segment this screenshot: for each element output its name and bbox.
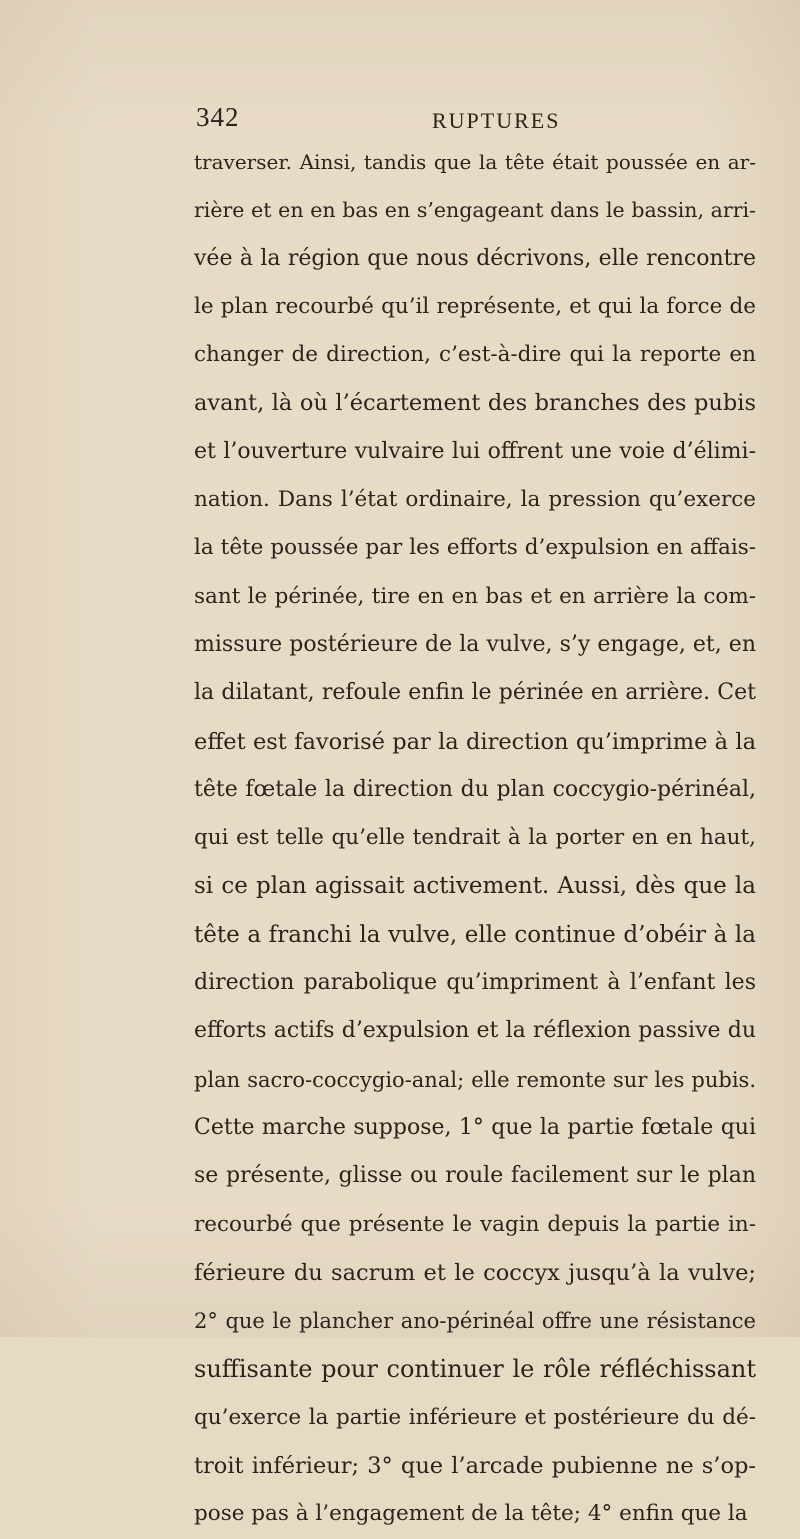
- text-line: la tête poussée par les efforts d’expulsion en affais-: [194, 535, 756, 561]
- text-line: rière et en en bas en s’engageant dans le bassin, arri-: [194, 198, 756, 223]
- text-line: Cette marche suppose, 1° que la partie fœtale qui: [194, 1114, 756, 1140]
- text-line: direction parabolique qu’impriment à l’enfant les: [194, 970, 756, 996]
- text-line: suffisante pour continuer le rôle réfléchissant: [194, 1355, 756, 1384]
- text-line: tête fœtale la direction du plan coccygio-périnéal,: [194, 776, 756, 802]
- text-line: traverser. Ainsi, tandis que la tête était poussée en ar-: [194, 150, 756, 174]
- text-line: et l’ouverture vulvaire lui offrent une voie d’élimi-: [194, 438, 756, 464]
- text-line: 2° que le plancher ano-périnéal offre une résistance: [194, 1309, 756, 1334]
- text-line: le plan recourbé qu’il représente, et qui la force de: [194, 293, 756, 319]
- text-line: si ce plan agissait activement. Aussi, dès que la: [194, 873, 756, 900]
- text-line: sant le périnée, tire en en bas et en arrière la com-: [194, 583, 756, 609]
- text-line: recourbé que présente le vagin depuis la partie in-: [194, 1211, 756, 1237]
- text-line: avant, là où l’écartement des branches des pubis: [194, 390, 756, 417]
- text-line: pose pas à l’engagement de la tête; 4° enfin que la: [194, 1501, 748, 1527]
- text-line: effet est favorisé par la direction qu’imprime à la: [194, 728, 756, 755]
- text-line: efforts actifs d’expulsion et la réflexion passive du: [194, 1018, 756, 1044]
- text-line: troit inférieur; 3° que l’arcade pubienne ne s’op-: [194, 1453, 756, 1480]
- text-line: férieure du sacrum et le coccyx jusqu’à la vulve;: [194, 1259, 756, 1286]
- text-line: nation. Dans l’état ordinaire, la pression qu’exerce: [194, 487, 756, 513]
- page-header: [196, 102, 656, 138]
- text-line: changer de direction, c’est-à-dire qui la reporte en: [194, 342, 756, 368]
- text-line: tête a franchi la vulve, elle continue d’obéir à la: [194, 921, 756, 948]
- text-line: la dilatant, refoule enfin le périnée en arrière. Cet: [194, 680, 756, 706]
- text-line: plan sacro-coccygio-anal; elle remonte sur les pubis.: [194, 1067, 756, 1092]
- text-line: qui est telle qu’elle tendrait à la porter en en haut,: [194, 825, 756, 851]
- text-line: se présente, glisse ou roule facilement sur le plan: [194, 1163, 756, 1189]
- text-line: missure postérieure de la vulve, s’y engage, et, en: [194, 631, 756, 657]
- running-head: RUPTURES: [432, 108, 561, 133]
- text-line: vée à la région que nous décrivons, elle rencontre: [194, 245, 756, 271]
- body-text: [194, 138, 756, 1539]
- text-line: qu’exerce la partie inférieure et postérieure du dé-: [194, 1404, 756, 1430]
- page-number: 342: [196, 102, 240, 132]
